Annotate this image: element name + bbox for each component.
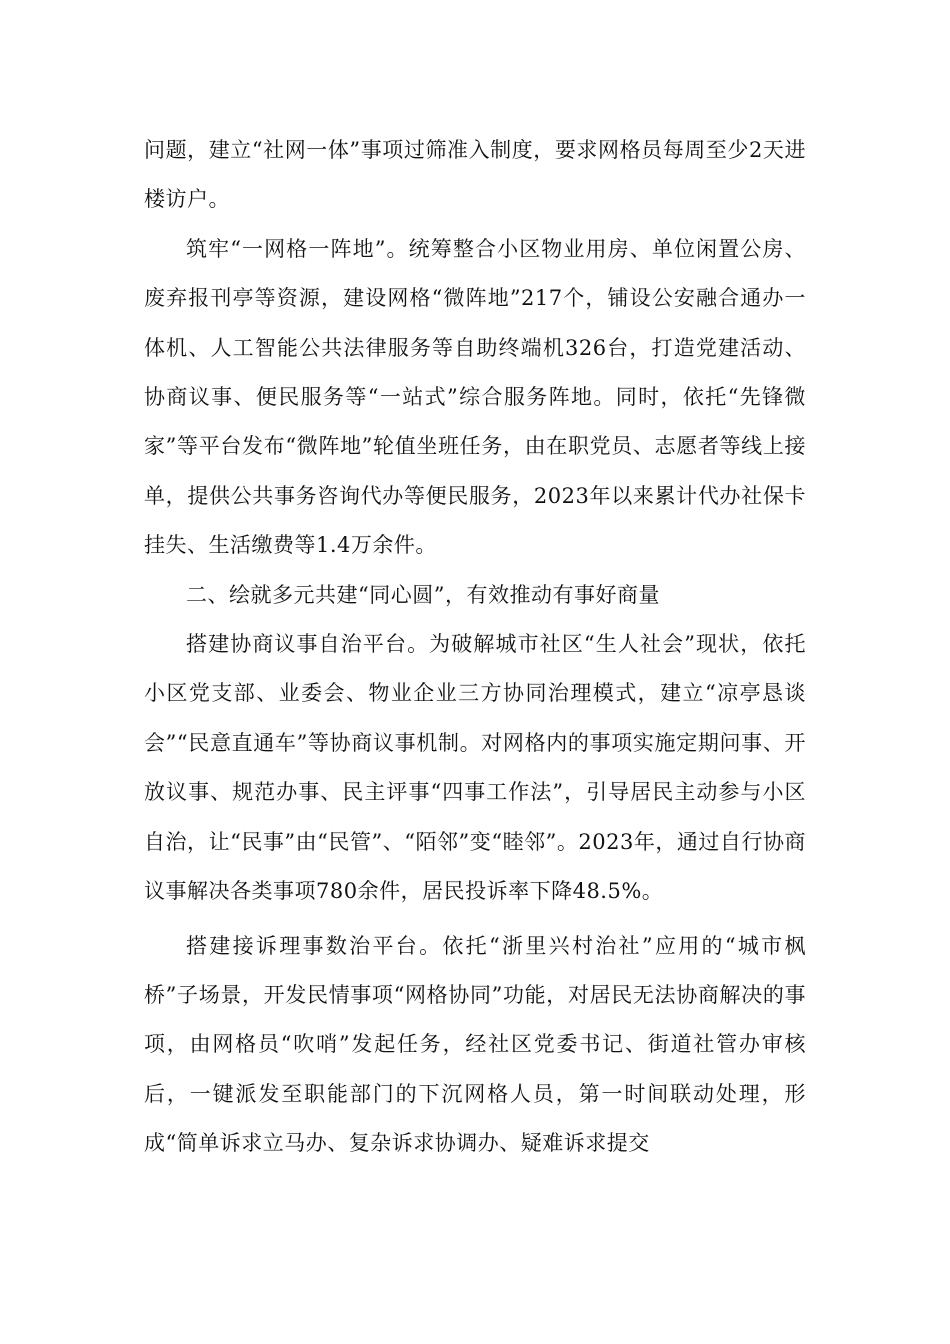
paragraph-xieshang-yishi: 搭建协商议事自治平台。为破解城市社区“生人社会”现状，依托小区党支部、业委会、物业企业三方协同治理模式，建立“凉亭恳谈会”“民意直通车”等协商议事机制。对网格内的事项实施定期问事、开放议事、规范办事、民主评事“四事工作法”，引导居民主动参与小区自治，让“民事”由“民管”、“陌邻”变“睦邻”。2023年，通过自行协商议事解决各类事项780余件，居民投诉率下降48.5%。 bbox=[144, 632, 806, 904]
paragraph-zhulao-wangge-zhendi: 筑牢“一网格一阵地”。统筹整合小区物业用房、单位闲置公房、废弃报刊亭等资源，建设网格“微阵地”217个，铺设公安融合通办一体机、人工智能公共法律服务等自助终端机326台，打造党建活动、协商议事、便民服务等“一站式”综合服务阵地。同时，依托“先锋微家”等平台发布“微阵地”轮值坐班任务，由在职党员、志愿者等线上接单，提供公共事务咨询代办等便民服务，2023年以来累计代办社保卡挂失、生活缴费等1.4万余件。 bbox=[144, 236, 806, 558]
paragraph-jiesu-lishi: 搭建接诉理事数治平台。依托“浙里兴村治社”应用的“城市枫桥”子场景，开发民情事项“网格协同”功能，对居民无法协商解决的事项，由网格员“吹哨”发起任务，经社区党委书记、街道社管办审核后，一键派发至职能部门的下沉网格人员，第一时间联动处理，形成“简单诉求立马办、复杂诉求协调办、疑难诉求提交 bbox=[144, 933, 806, 1156]
section-heading: 二、绘就多元共建“同心圆”，有效推动有事好商量 bbox=[186, 582, 660, 607]
document-body bbox=[144, 126, 806, 1169]
paragraph-continuation: 问题，建立“社网一体”事项过筛准入制度，要求网格员每周至少2天进楼访户。 bbox=[144, 138, 806, 212]
